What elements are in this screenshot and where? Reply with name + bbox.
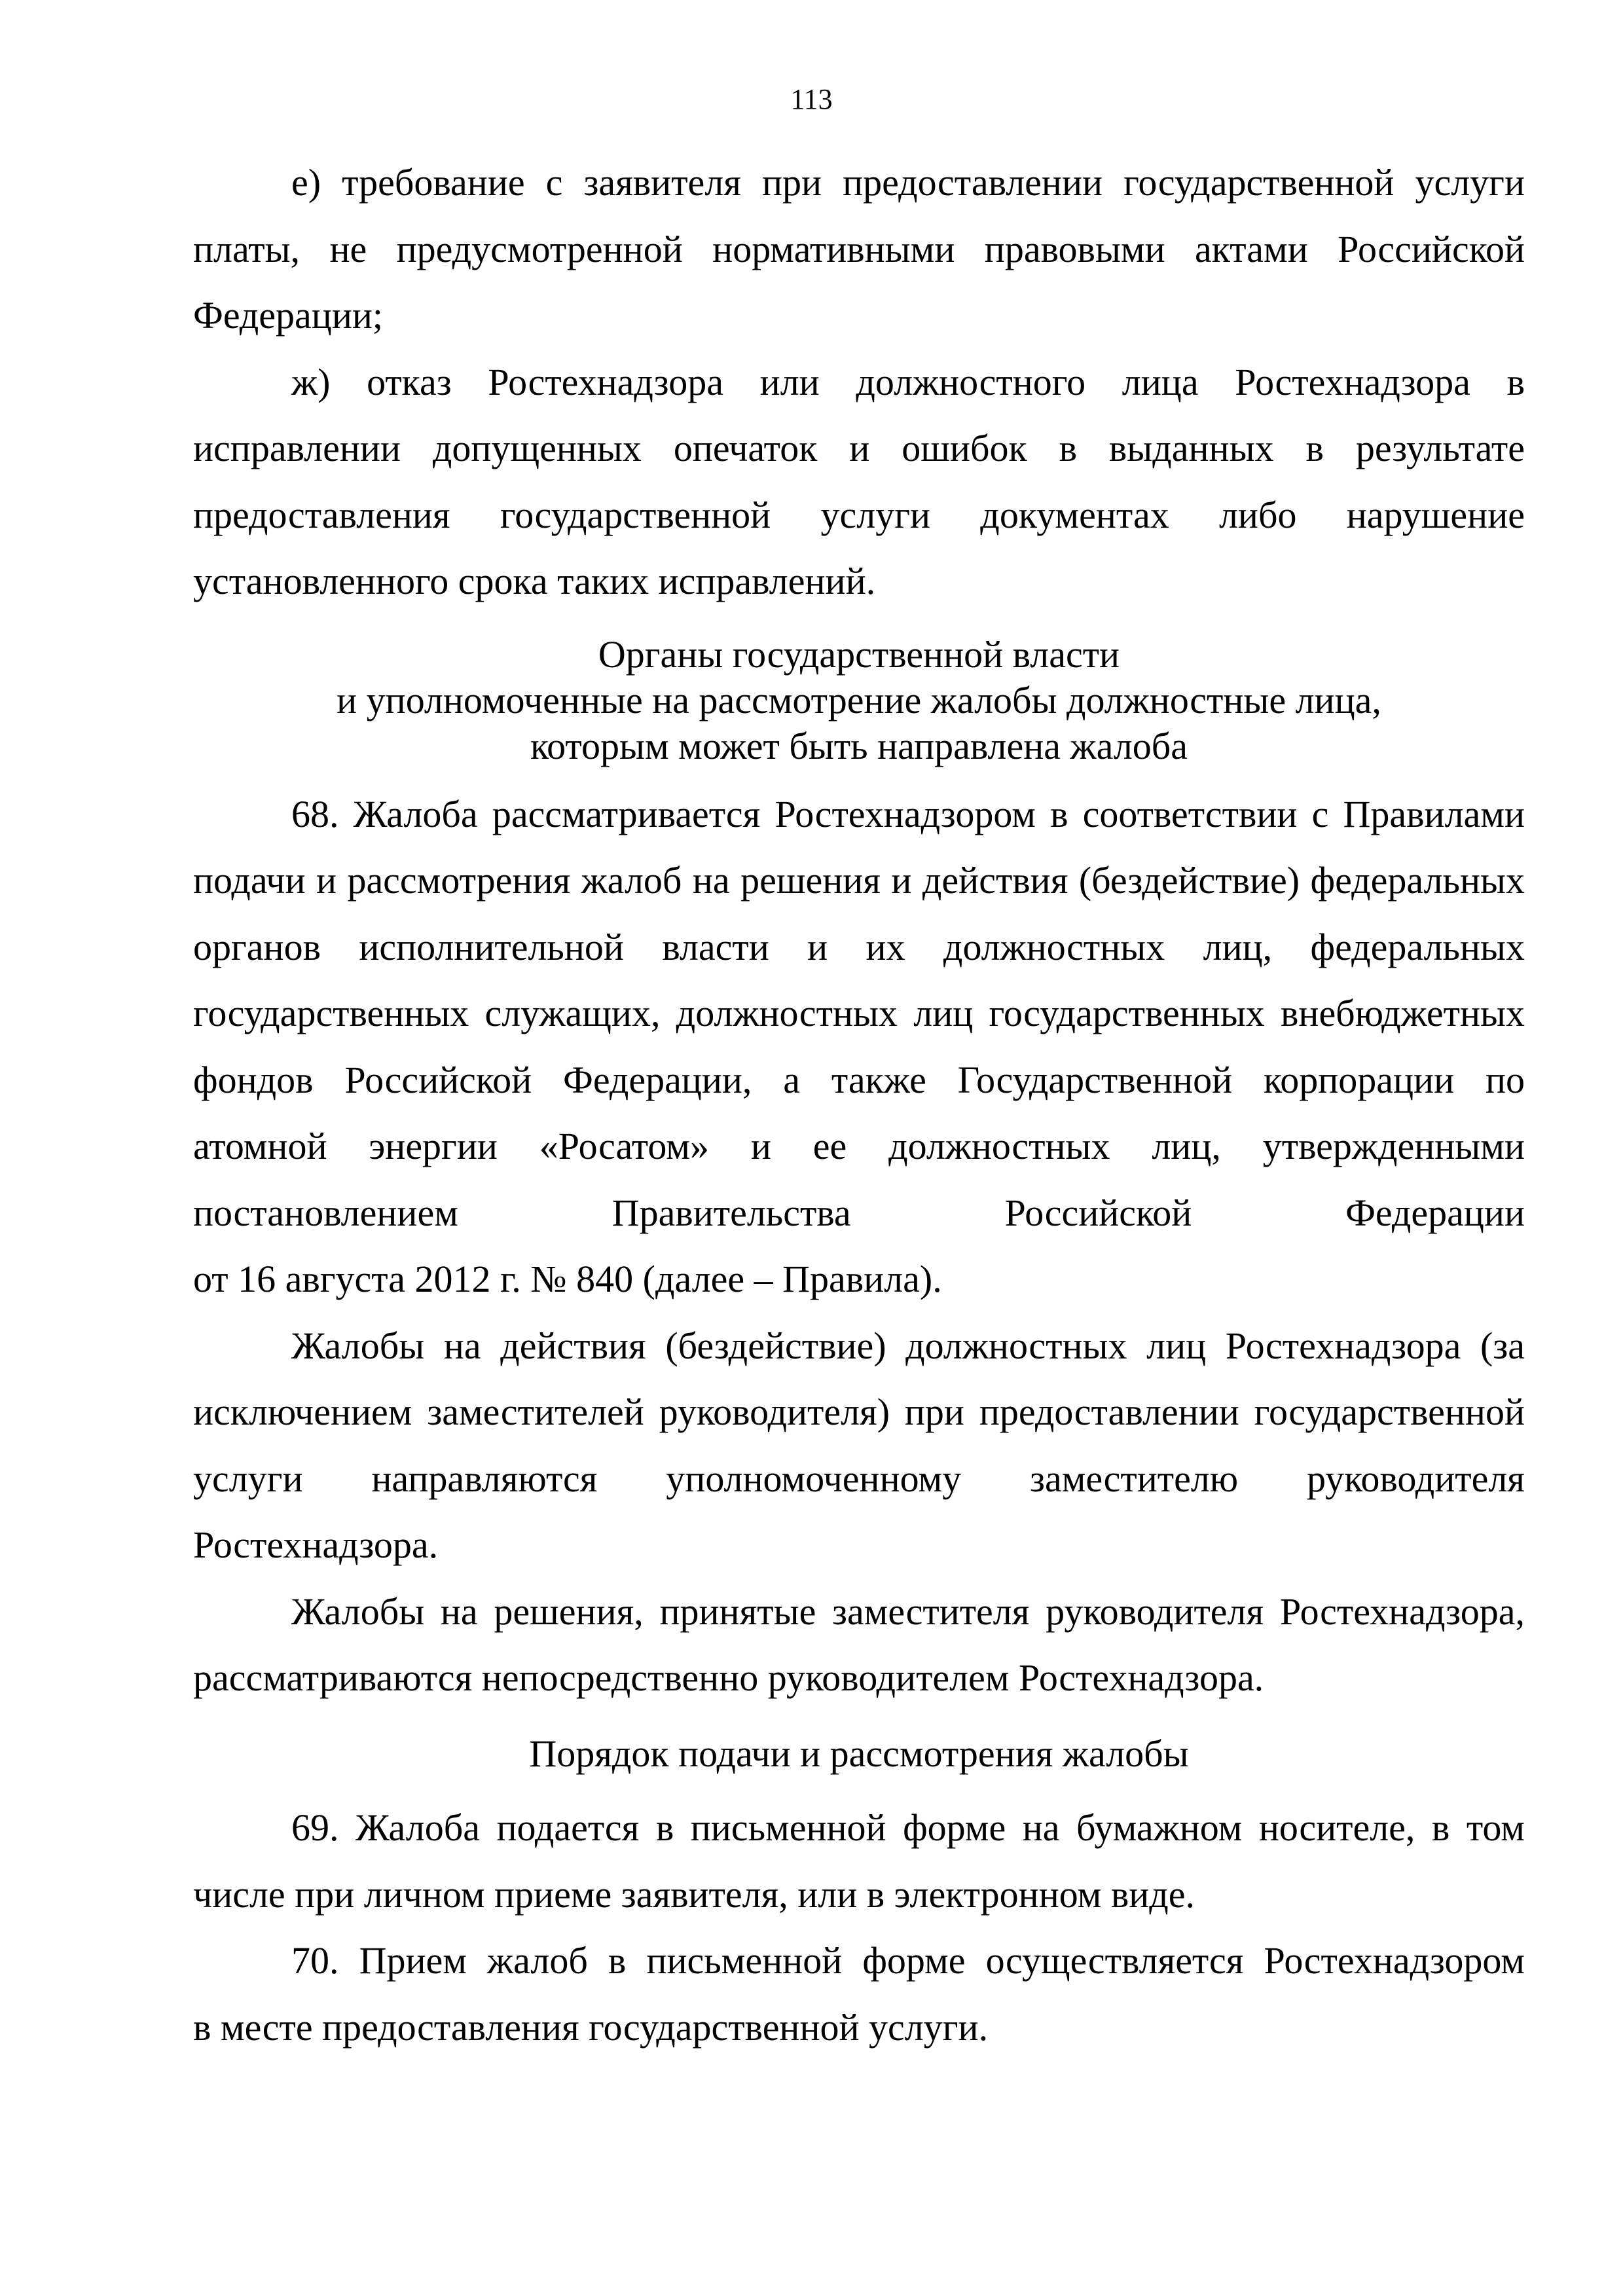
text-line: исправлении допущенных опечаток и ошибок в выданных в результате (193, 427, 1525, 469)
text-line: в месте предоставления государственной услуги. (193, 2005, 989, 2049)
page-number: 113 (790, 83, 833, 115)
text-line: Федерации; (193, 294, 384, 337)
text-line: постановлением Правительства Российской Федерации (193, 1191, 1525, 1234)
item-zh (193, 349, 1525, 615)
text-line: исключением заместителей руководителя) при предоставлении государственной (193, 1391, 1525, 1433)
text-line: атомной энергии «Росатом» и ее должностных лиц, утвержденными (193, 1125, 1525, 1167)
text-line: 69. Жалоба подается в письменной форме на бумажном носителе, в том (291, 1806, 1525, 1849)
text-line: Ростехнадзора. (193, 1523, 439, 1566)
text-line: числе при личном приеме заявителя, или в электронном виде. (193, 1872, 1195, 1916)
text-line: платы, не предусмотренной нормативными правовыми актами Российской (193, 227, 1525, 270)
section-heading-authorities (193, 632, 1525, 769)
text-line: е) требование с заявителя при предоставлении государственной услуги (291, 161, 1525, 204)
heading-line: и уполномоченные на рассмотрение жалобы должностные лица, (337, 678, 1381, 721)
text-line: от 16 августа 2012 г. № 840 (далее – Правила). (193, 1258, 942, 1300)
text-line: государственных служащих, должностных лиц государственных внебюджетных (193, 992, 1525, 1034)
text-line: 68. Жалоба рассматривается Ростехнадзором в соответствии с Правилами (291, 792, 1525, 835)
text-line: подачи и рассмотрения жалоб на решения и действия (бездействие) федеральных (193, 859, 1525, 902)
heading-line: Органы государственной власти (598, 632, 1120, 676)
paragraph-68 (193, 781, 1525, 1313)
text-line: Жалобы на действия (бездействие) должностных лиц Ростехнадзора (за (291, 1324, 1525, 1367)
text-line: ж) отказ Ростехнадзора или должностного лица Ростехнадзора в (291, 360, 1525, 403)
text-line: фондов Российской Федерации, а также Государственной корпорации по (193, 1058, 1525, 1101)
paragraph-70 (193, 1927, 1525, 2060)
section-heading-procedure: Порядок подачи и рассмотрения жалобы (529, 1732, 1189, 1775)
text-line: 70. Прием жалоб в письменной форме осуществляется Ростехнадзором (291, 1939, 1525, 1982)
text-line: услуги направляются уполномоченному заместителю руководителя (193, 1457, 1525, 1500)
paragraph-complaints-officials (193, 1313, 1525, 1578)
paragraph-complaints-deputies (193, 1578, 1525, 1711)
heading-line: которым может быть направлена жалоба (530, 724, 1188, 767)
document-body (193, 149, 1525, 2060)
text-line: установленного срока таких исправлений. (193, 560, 876, 602)
text-line: рассматриваются непосредственно руководителем Ростехнадзора. (193, 1656, 1264, 1699)
item-e (193, 149, 1525, 349)
text-line: Жалобы на решения, принятые заместителя руководителя Ростехнадзора, (291, 1590, 1525, 1633)
paragraph-69 (193, 1795, 1525, 1927)
text-line: органов исполнительной власти и их должностных лиц, федеральных (193, 925, 1525, 968)
text-line: предоставления государственной услуги документах либо нарушение (193, 493, 1525, 536)
